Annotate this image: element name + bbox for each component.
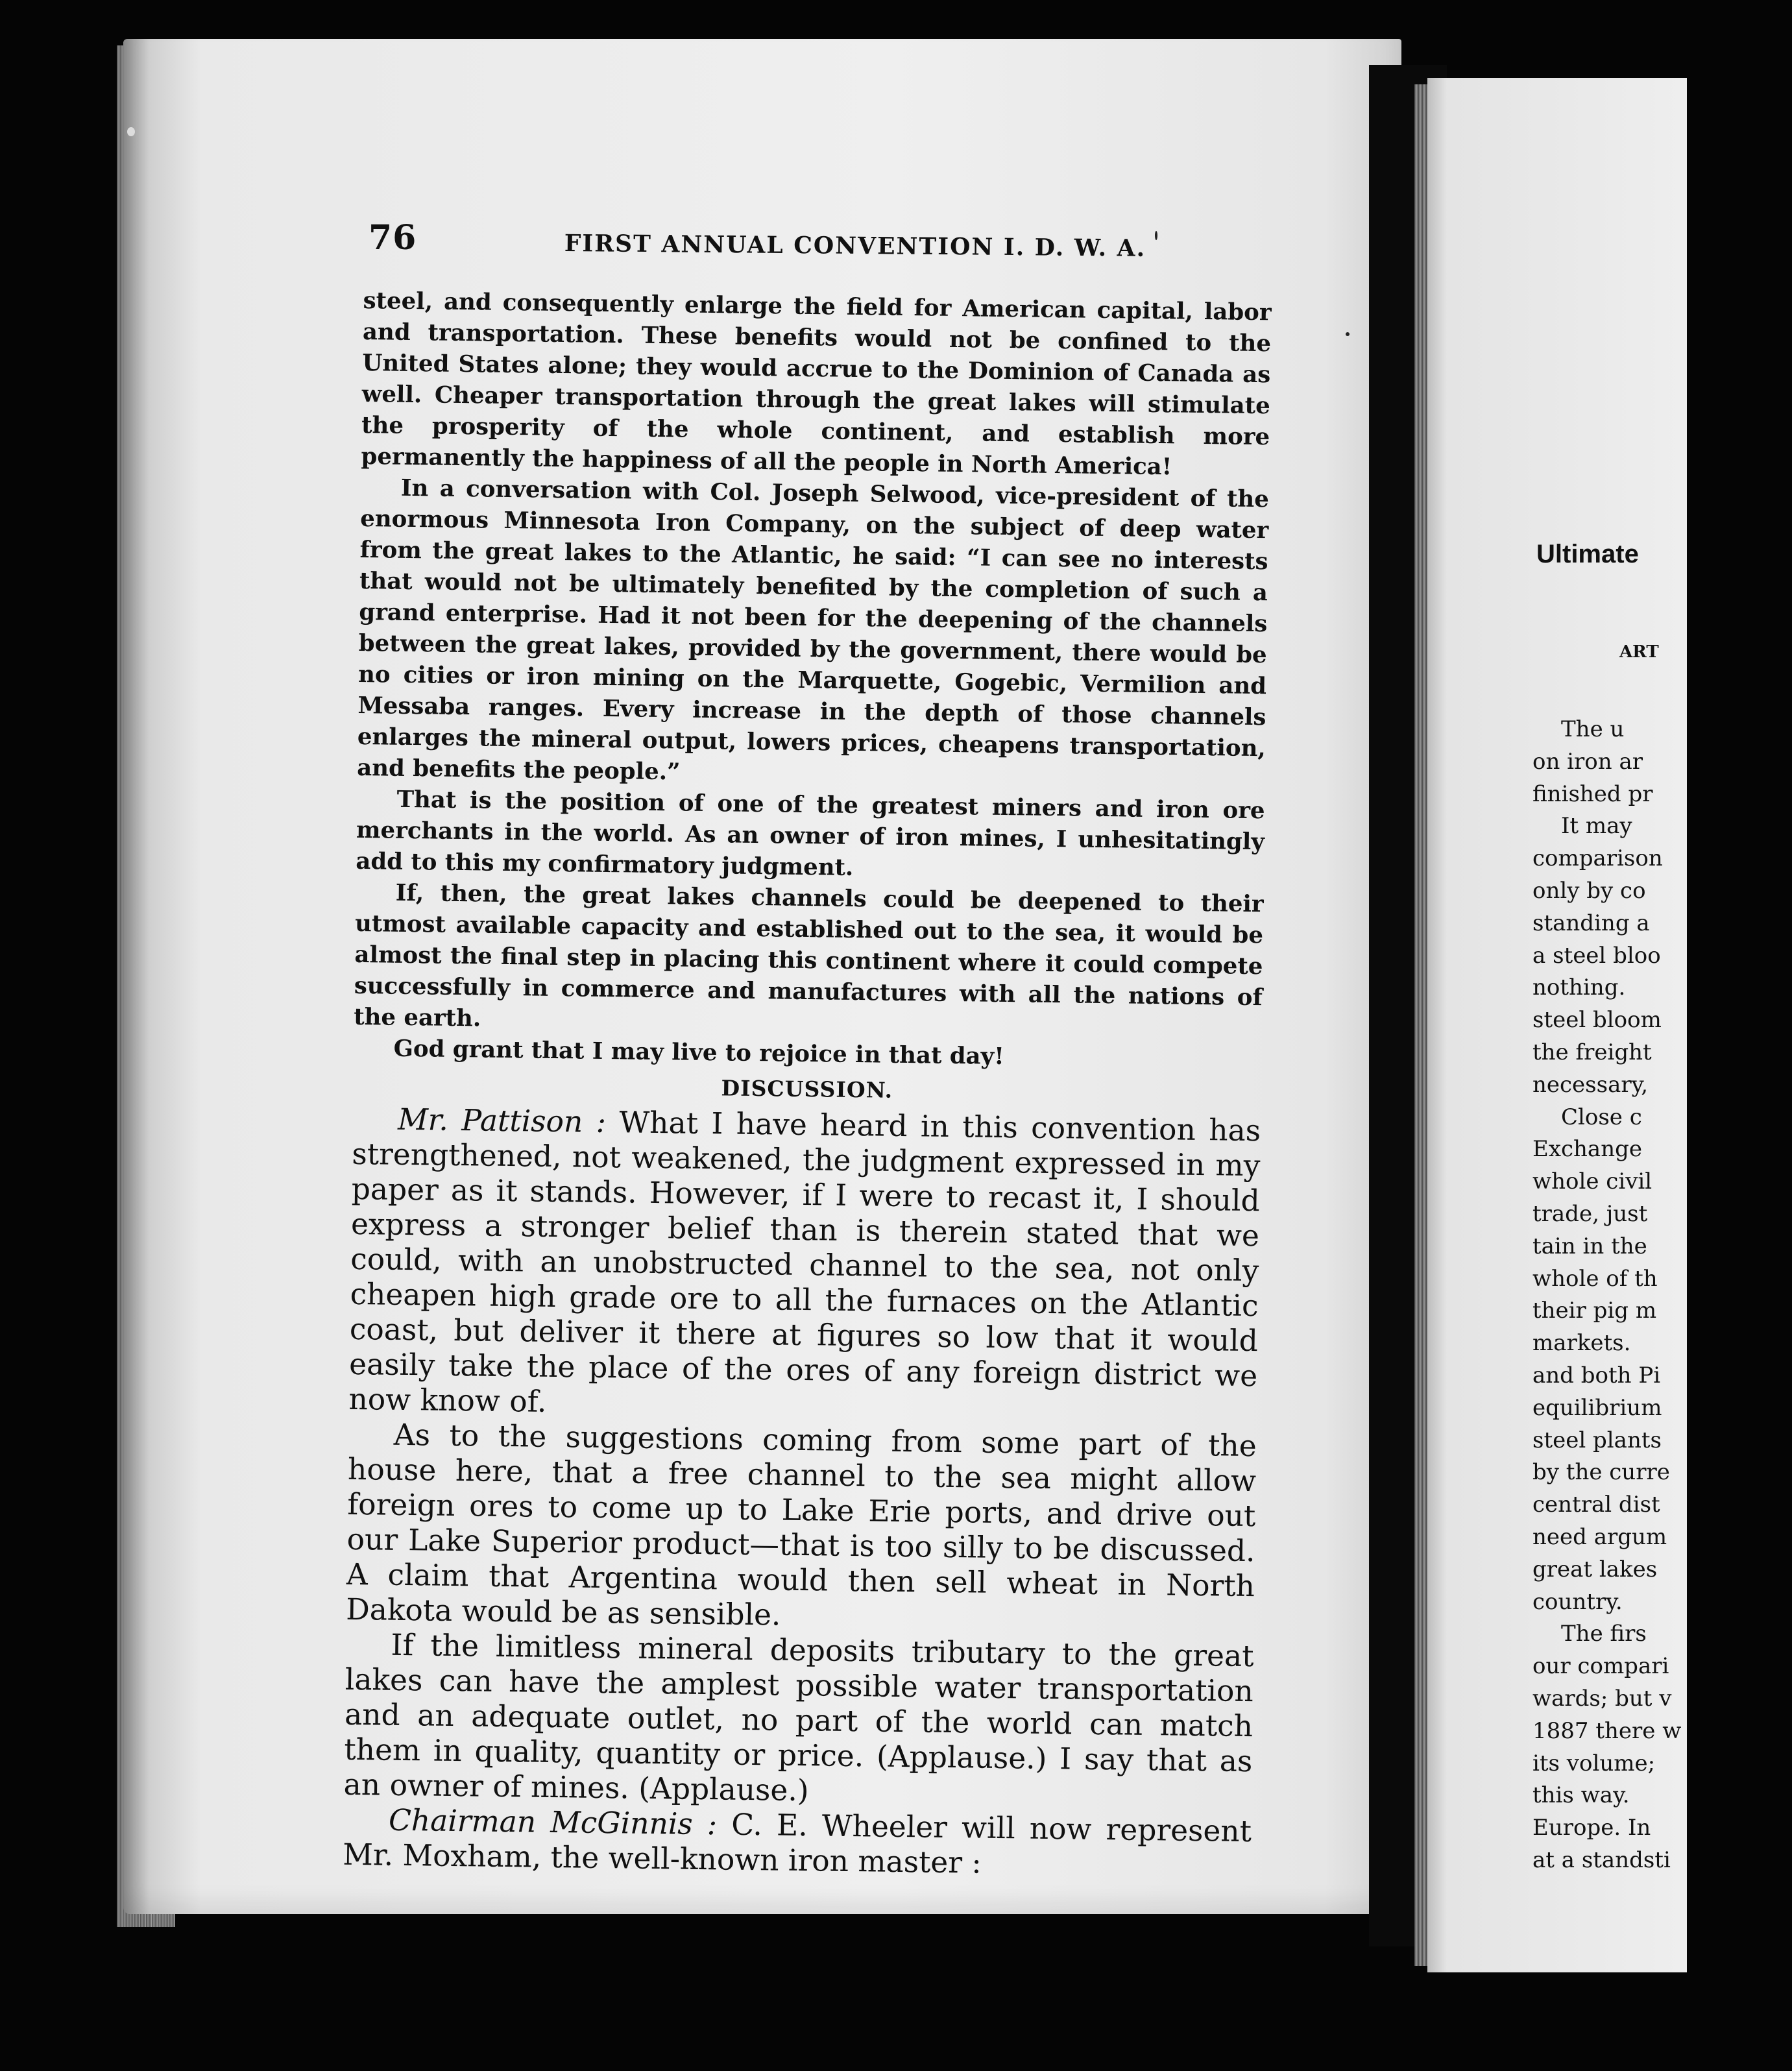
right-page-line: equilibrium bbox=[1532, 1394, 1662, 1421]
right-page-line: nothing. bbox=[1532, 975, 1626, 1001]
discussion-heading: DISCUSSION. bbox=[721, 1075, 893, 1103]
discussion-paragraph: If the limitless mineral deposits tributary to the great lakes can have the amplest possible water transportation and an adequate outlet, no part of the world can match them in quality, quantity or price. (Applause.) I say that as an owner of mines. (Applause.) bbox=[343, 1627, 1254, 1808]
right-page-line: on iron ar bbox=[1532, 748, 1643, 775]
paragraph: In a conversation with Col. Joseph Selwood, vice-president of the enormous Minnesota Iron Company, on the subject of deep water from the great lakes to the Atlantic, he said: “I can see no interests that would not be ultimately benefited by the completion of such a grand enterprise. Had it not been for the deepening of the channels between the great lakes, provided by the government, there would be no cities or iron mining on the Marquette, Gogebic, Vermilion and Messaba ranges. Every increase in the depth of those channels enlarges the mineral output, lowers prices, cheapens transportation, and benefits the people.” bbox=[356, 474, 1270, 786]
right-page-line: and both Pi bbox=[1532, 1362, 1661, 1388]
right-page-line: Europe. In bbox=[1532, 1815, 1651, 1841]
right-page-line: at a standsti bbox=[1532, 1847, 1671, 1873]
paragraph: steel, and consequently enlarge the field for American capital, labor and transportation. These benefits would not be confined to the United States alone; they would accrue to the Dominion of Canada as well. Cheaper transportation through the great lakes will stimulate the prosperity of the whole continent, and establish more permanently the happiness of all the people in North America! bbox=[361, 287, 1272, 481]
dust-speck bbox=[1346, 332, 1350, 336]
right-page-line: its volume; bbox=[1532, 1750, 1656, 1776]
paragraph: God grant that I may live to rejoice in that day! bbox=[393, 1035, 1005, 1071]
speech-text: C. E. Wheeler will now represent Mr. Moxham, the well-known iron master : bbox=[342, 1807, 1252, 1880]
right-page-line: steel plants bbox=[1532, 1427, 1662, 1453]
right-page-line: only by co bbox=[1532, 877, 1646, 904]
right-page-line: this way. bbox=[1532, 1782, 1630, 1809]
paragraph: If, then, the great lakes channels could be deepened to their utmost available capacity and established out to the sea, it would be almost the final step in placing this continent where it could compete successfully in commerce and manufactures with all the nations of the earth. bbox=[353, 879, 1264, 1032]
speaker-name: Chairman McGinnis : bbox=[388, 1802, 718, 1842]
dust-speck bbox=[1155, 231, 1157, 240]
right-page-line: The u bbox=[1561, 716, 1625, 742]
right-page-line: their pig m bbox=[1532, 1298, 1657, 1324]
right-page-line: The firs bbox=[1561, 1621, 1647, 1647]
right-page-line: necessary, bbox=[1532, 1071, 1649, 1098]
right-page-line: whole of th bbox=[1532, 1265, 1658, 1292]
right-page-line: by the curre bbox=[1532, 1459, 1670, 1486]
right-page-line: Close c bbox=[1561, 1104, 1642, 1130]
right-page-line: It may bbox=[1561, 813, 1632, 840]
right-page-line: whole civil bbox=[1532, 1169, 1653, 1195]
main-text-column bbox=[343, 285, 1272, 1884]
page-number: 76 bbox=[369, 218, 417, 258]
dust-speck bbox=[127, 127, 135, 136]
discussion-paragraph: As to the suggestions coming from some part of the house here, that a free channel to the sea might allow foreign ores to come up to Lake Erie ports, and drive out our Lake Superior product—that is too silly to be discussed. A claim that Argentina would then sell wheat in North Dakota would be as sensible. bbox=[345, 1417, 1257, 1632]
right-page-line: 1887 there w bbox=[1532, 1717, 1682, 1744]
speaker-name: Mr. Pattison : bbox=[397, 1102, 607, 1140]
discussion-paragraph bbox=[343, 1802, 1252, 1884]
discussion-paragraph bbox=[348, 1102, 1261, 1429]
right-page-line: standing a bbox=[1532, 910, 1650, 936]
right-page-line: our compari bbox=[1532, 1653, 1669, 1680]
right-page-line: comparison bbox=[1532, 845, 1663, 872]
right-page-line: central dist bbox=[1532, 1492, 1660, 1518]
right-page-line: country. bbox=[1532, 1588, 1623, 1615]
right-page-line: Exchange bbox=[1532, 1136, 1642, 1163]
right-page-subtitle: ART bbox=[1619, 642, 1659, 662]
right-page-line: great lakes bbox=[1532, 1556, 1658, 1582]
right-page-line: a steel bloo bbox=[1532, 942, 1661, 969]
right-page-line: the freight bbox=[1532, 1039, 1652, 1065]
right-page-text bbox=[1532, 714, 1792, 1877]
right-page-title: Ultimate bbox=[1536, 540, 1639, 568]
right-page-line: trade, just bbox=[1532, 1200, 1648, 1227]
speech-text: What I have heard in this convention has strengthened, not weakened, the judgment expressed in my paper as it stands. However, if I were to recast it, I should express a stronger belief than is therein stated that we could, with an unobstructed channel to the sea, not only cheapen high grade ore to all the furnaces on the Atlantic coast, but deliver it there at figures so low that it would easily take the place of the ores of any foreign district we now know of. bbox=[348, 1105, 1261, 1419]
paragraph: That is the position of one of the greatest miners and iron ore merchants in the world. As an owner of iron mines, I unhesitatingly add to this my confirmatory judgment. bbox=[356, 786, 1265, 881]
right-page-line: finished pr bbox=[1532, 781, 1653, 807]
running-head: FIRST ANNUAL CONVENTION I. D. W. A. bbox=[564, 230, 1146, 262]
right-page-line: markets. bbox=[1532, 1330, 1631, 1357]
right-page-line: steel bloom bbox=[1532, 1007, 1662, 1034]
right-page-line: need argum bbox=[1532, 1523, 1667, 1550]
right-page-line: wards; but v bbox=[1532, 1685, 1672, 1712]
right-page-line: tain in the bbox=[1532, 1233, 1647, 1259]
